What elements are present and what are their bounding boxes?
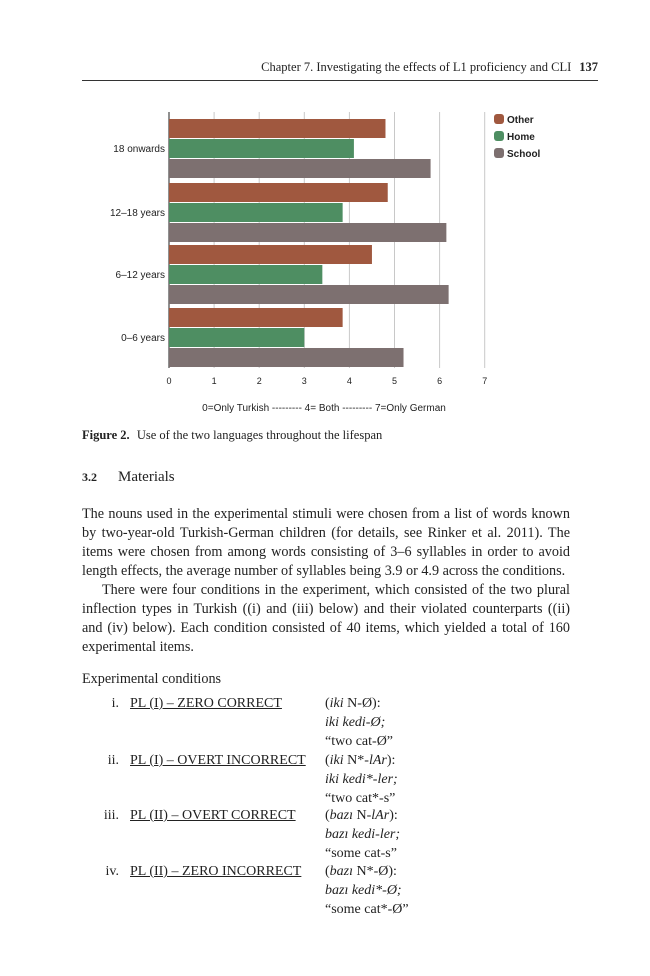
bar-school [169,223,446,242]
paragraph-2: There were four conditions in the experiment, which consisted of the two plural inflection types in Turkish ((i) and (iii) below) and their violated counterparts ((ii) and (iv) below). Each condition consisted of 40 items, which yielded a total of 160 experimental items. [82,582,570,655]
legend-label: Other [507,115,534,126]
x-tick-label: 3 [301,376,307,386]
condition-example: (iki N-Ø): iki kedi-Ø; “two cat-Ø” [325,696,394,749]
example-gloss: “some cat*-Ø” [325,902,409,917]
bar-other [169,183,388,202]
example-quantifier: iki [329,753,344,768]
bar-home [169,265,322,284]
bar-home [169,328,304,347]
paragraph-1: The nouns used in the experimental stimuli were chosen from a list of words known by two-year-old Turkish-German children (for details, see Rinker et al. 2011). The items were chosen from among words consisting of 3–6 syllables in order to avoid length effects, the average number of syllables being 3.9 or 4.9 across the conditions. [82,506,570,579]
x-tick-label: 2 [256,376,262,386]
example-gloss: “some cat-s” [325,846,397,861]
running-head-title: Chapter 7. Investigating the effects of L1 proficiency and CLI [261,60,572,74]
condition-label: PL (II) – ZERO INCORRECT [130,864,302,879]
figure-label: Figure 2. [82,428,130,442]
condition-label: PL (I) – OVERT INCORRECT [130,753,306,768]
category-label: 12–18 years [109,208,165,219]
example-turkish: bazı kedi*-Ø; [325,883,402,898]
chart-legend [494,114,541,160]
condition-number: i. [111,696,119,711]
example-pattern: N- [353,808,372,823]
x-tick-label: 5 [391,376,398,386]
legend-swatch [494,114,504,124]
x-tick-label: 7 [482,376,488,386]
example-pattern-end: ): [386,753,396,768]
legend-swatch [494,148,504,158]
condition-example: (iki N*-lAr): iki kedi*-ler; “two cat*-s” [325,753,398,806]
example-pattern: N-Ø): [343,696,381,711]
x-tick-label: 4 [346,376,352,386]
section-number: 3.2 [82,470,97,484]
example-gloss: “two cat-Ø” [325,734,394,749]
example-gloss: “two cat*-s” [325,791,396,806]
example-turkish: iki kedi*-ler; [325,772,398,787]
body-text [82,505,570,657]
example-quantifier: bazı [329,864,354,879]
example-pattern: N*-Ø): [353,864,397,879]
bar-home [169,139,354,158]
condition-number: iii. [103,808,119,823]
x-tick-label: 0 [166,376,172,386]
legend-label: School [507,149,541,160]
bar-school [169,285,449,304]
legend-label: Home [507,132,535,143]
example-suffix: lAr [371,808,390,823]
example-quantifier: iki [329,696,344,711]
condition-label: PL (II) – OVERT CORRECT [130,808,296,823]
example-turkish: iki kedi-Ø; [325,715,386,730]
category-label: 18 onwards [113,144,165,155]
legend-swatch [494,131,504,141]
example-pattern: N*- [343,753,369,768]
category-labels [110,144,165,344]
bar-school [169,159,431,178]
bar-school [169,348,404,367]
bar-other [169,308,343,327]
category-label: 6–12 years [115,270,165,281]
section-heading [82,469,175,486]
x-tick-label: 6 [437,376,443,386]
example-pattern-end: ): [389,808,398,823]
condition-number: iv. [105,864,119,879]
x-tick-label: 1 [211,376,217,386]
condition-example: (bazı N*-Ø): bazı kedi*-Ø; “some cat*-Ø” [325,864,409,917]
example-quantifier: bazı [329,808,354,823]
page-number: 137 [579,60,598,74]
bar-home [169,203,343,222]
chart-bars [169,119,449,367]
running-head [82,58,598,81]
condition-number: ii. [107,753,119,768]
figure-caption-text: Use of the two languages throughout the lifespan [136,428,383,442]
figure-caption [82,428,382,443]
bar-other [169,119,385,138]
section-title: Materials [118,469,175,485]
bar-other [169,245,372,264]
category-label: 0–6 years [121,333,165,344]
condition-label: PL (I) – ZERO CORRECT [130,696,282,711]
condition-example: (bazı N-lAr): bazı kedi-ler; “some cat-s” [325,808,401,861]
conditions-title: Experimental conditions [82,671,222,687]
x-axis-label: 0=Only Turkish --------- 4= Both --------- 7=Only German [202,403,446,414]
example-suffix: lAr [368,753,387,768]
x-tick-labels [166,376,487,386]
example-turkish: bazı kedi-ler; [325,827,401,842]
lifespan-bar-chart [0,100,650,425]
